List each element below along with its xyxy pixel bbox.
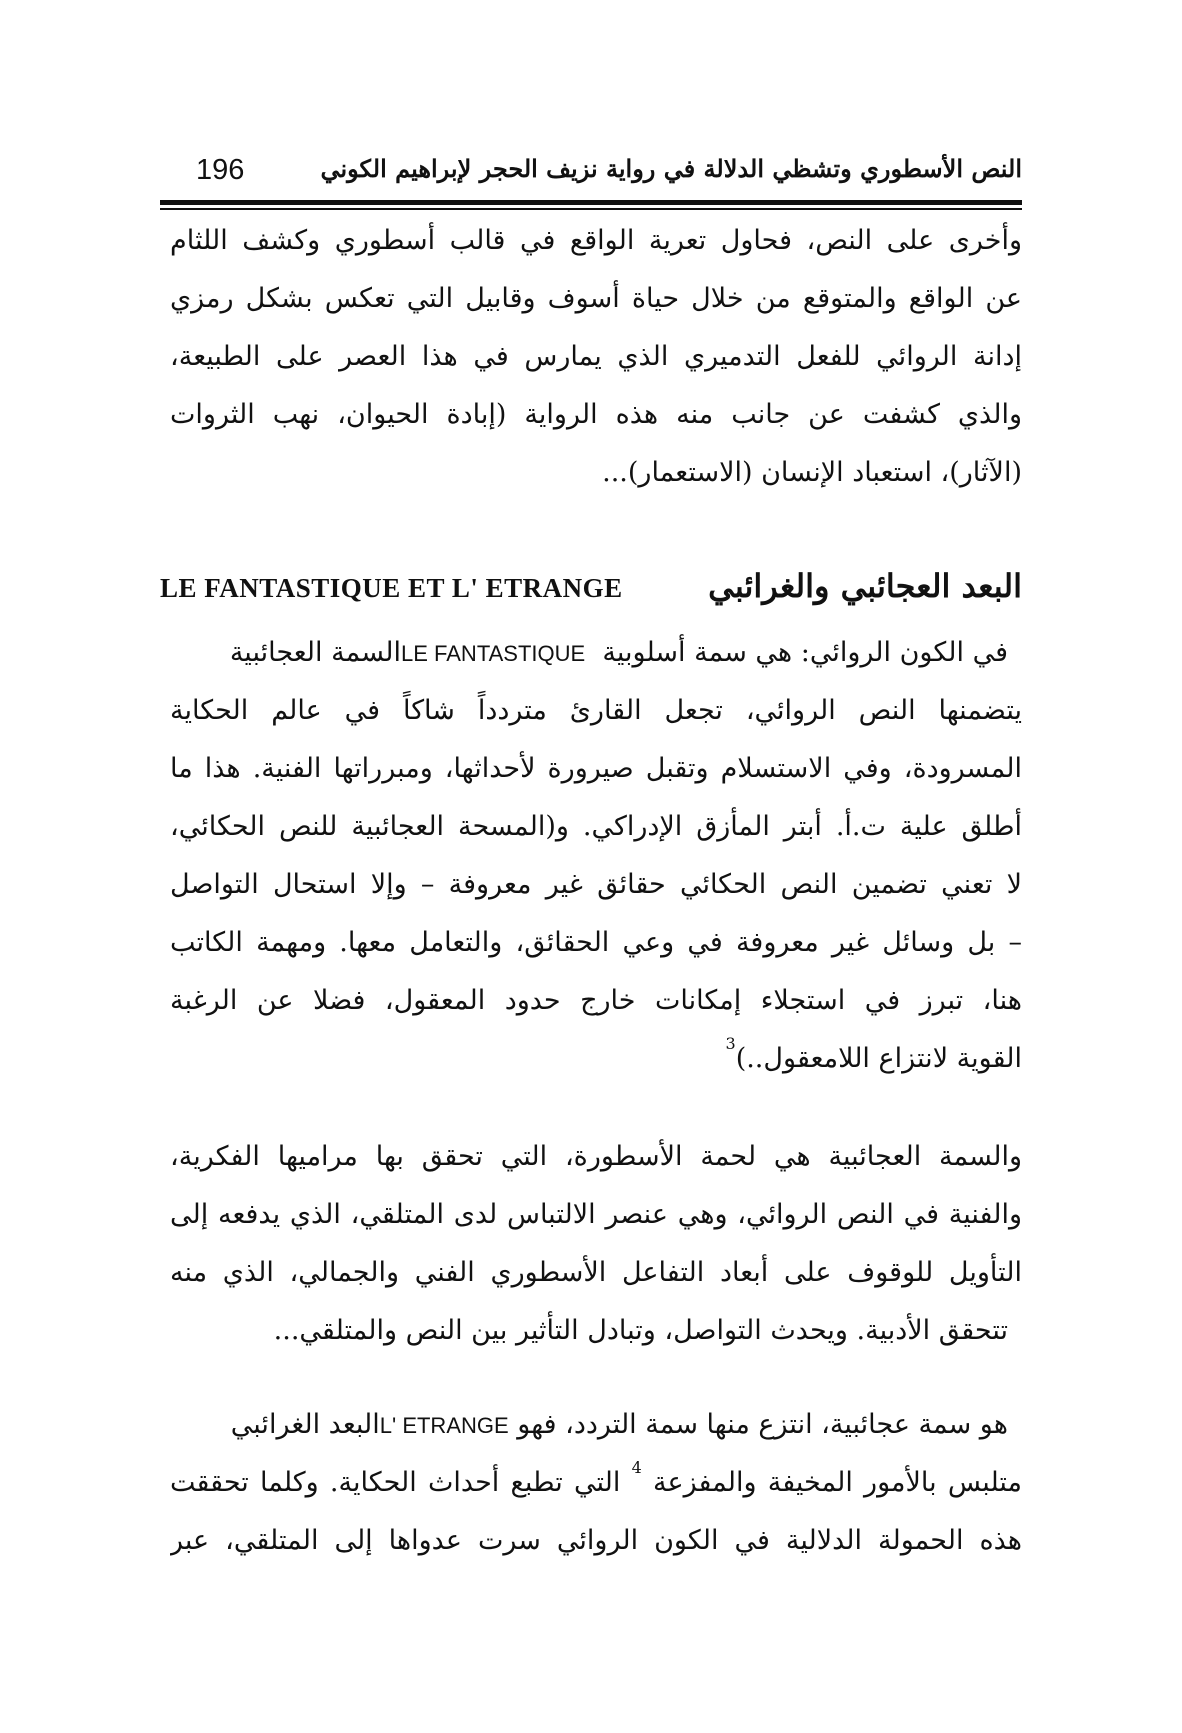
paragraph-line: والذي كشفت عن جانب منه هذه الرواية (إبادة الحيوان، نهب الثروات: [170, 399, 1022, 430]
text-segment: متلبس بالأمور المخيفة والمفزعة: [653, 1467, 1022, 1498]
text-segment: البعد الغرائبي: [230, 1409, 380, 1440]
paragraph-line: التأويل للوقوف على أبعاد التفاعل الأسطوري الفني والجمالي، الذي منه: [170, 1257, 1022, 1288]
text-segment: في الكون الروائي: هي سمة أسلوبية: [602, 637, 1008, 668]
header-title: النص الأسطوري وتشظي الدلالة في رواية نزيف الحجر لإبراهيم الكوني: [320, 154, 1022, 183]
header-rule-thin: [160, 208, 1022, 210]
section-heading: [160, 567, 1022, 623]
paragraph-line: المسرودة، وفي الاستسلام وتقبل صيرورة لأحداثها، ومبرراتها الفنية. هذا ما: [170, 753, 1022, 784]
paragraph-2: [170, 624, 1022, 1088]
text-segment: السمة العجائبية: [229, 637, 402, 668]
text-segment: هو سمة عجائبية، انتزع منها سمة التردد، فهو: [517, 1409, 1008, 1440]
paragraph-line: إدانة الروائي للفعل التدميري الذي يمارس في هذا العصر على الطبيعة،: [170, 341, 1022, 372]
paragraph-line: [170, 1454, 1022, 1512]
paragraph-4: [170, 1396, 1022, 1570]
paragraph-line: [170, 624, 1022, 682]
paragraph-line: [170, 1396, 1022, 1454]
paragraph-line: أطلق علية ت.أ. أبتر المأزق الإدراكي. و(المسحة العجائبية للنص الحكائي،: [170, 811, 1022, 842]
footnote-marker: 3: [725, 1034, 736, 1053]
paragraph-line: هنا، تبرز في استجلاء إمكانات خارج حدود المعقول، فضلا عن الرغبة: [170, 985, 1022, 1016]
paragraph-line: – بل وسائل غير معروفة في وعي الحقائق، والتعامل معها. ومهمة الكاتب: [170, 927, 1022, 958]
latin-term: LE FANTASTIQUE: [401, 641, 586, 666]
paragraph-line: يتضمنها النص الروائي، تجعل القارئ متردداً شاكاً في عالم الحكاية: [170, 695, 1022, 726]
latin-term: L' ETRANGE: [379, 1413, 509, 1438]
section-heading-latin: LE FANTASTIQUE ET L' ETRANGE: [160, 573, 623, 603]
paragraph-line: هذه الحمولة الدلالية في الكون الروائي سرت عدواها إلى المتلقي، عبر: [170, 1525, 1022, 1556]
paragraph-line: عن الواقع والمتوقع من خلال حياة أسوف وقابيل التي تعكس بشكل رمزي: [170, 283, 1022, 314]
text-segment: التي تطبع أحداث الحكاية. وكلما تحققت: [170, 1467, 621, 1498]
paragraph-line: لا تعني تضمين النص الحكائي حقائق غير معروفة – وإلا استحال التواصل: [170, 869, 1022, 900]
paragraph-1: [170, 212, 1022, 502]
footnote-marker: 4: [631, 1458, 642, 1477]
section-heading-arabic: البعد العجائبي والغرائبي: [708, 567, 1022, 605]
text-segment: القوية لانتزاع اللامعقول..): [735, 1043, 1022, 1074]
running-header: [160, 150, 1022, 200]
page-number: 196: [196, 154, 245, 186]
paragraph-line: والسمة العجائبية هي لحمة الأسطورة، التي تحقق بها مراميها الفكرية،: [170, 1141, 1022, 1172]
paragraph-line: وأخرى على النص، فحاول تعرية الواقع في قالب أسطوري وكشف اللثام: [170, 225, 1022, 256]
paragraph-line: [170, 1030, 1022, 1088]
paragraph-line: تتحقق الأدبية. ويحدث التواصل، وتبادل التأثير بين النص والمتلقي...: [273, 1315, 1008, 1346]
paragraph-line: والفنية في النص الروائي، وهي عنصر الالتباس لدى المتلقي، الذي يدفعه إلى: [170, 1199, 1022, 1230]
paragraph-line: (الآثار)، استعباد الإنسان (الاستعمار)...: [602, 457, 1022, 488]
header-rule-thick: [160, 200, 1022, 205]
paragraph-3: [170, 1128, 1022, 1360]
